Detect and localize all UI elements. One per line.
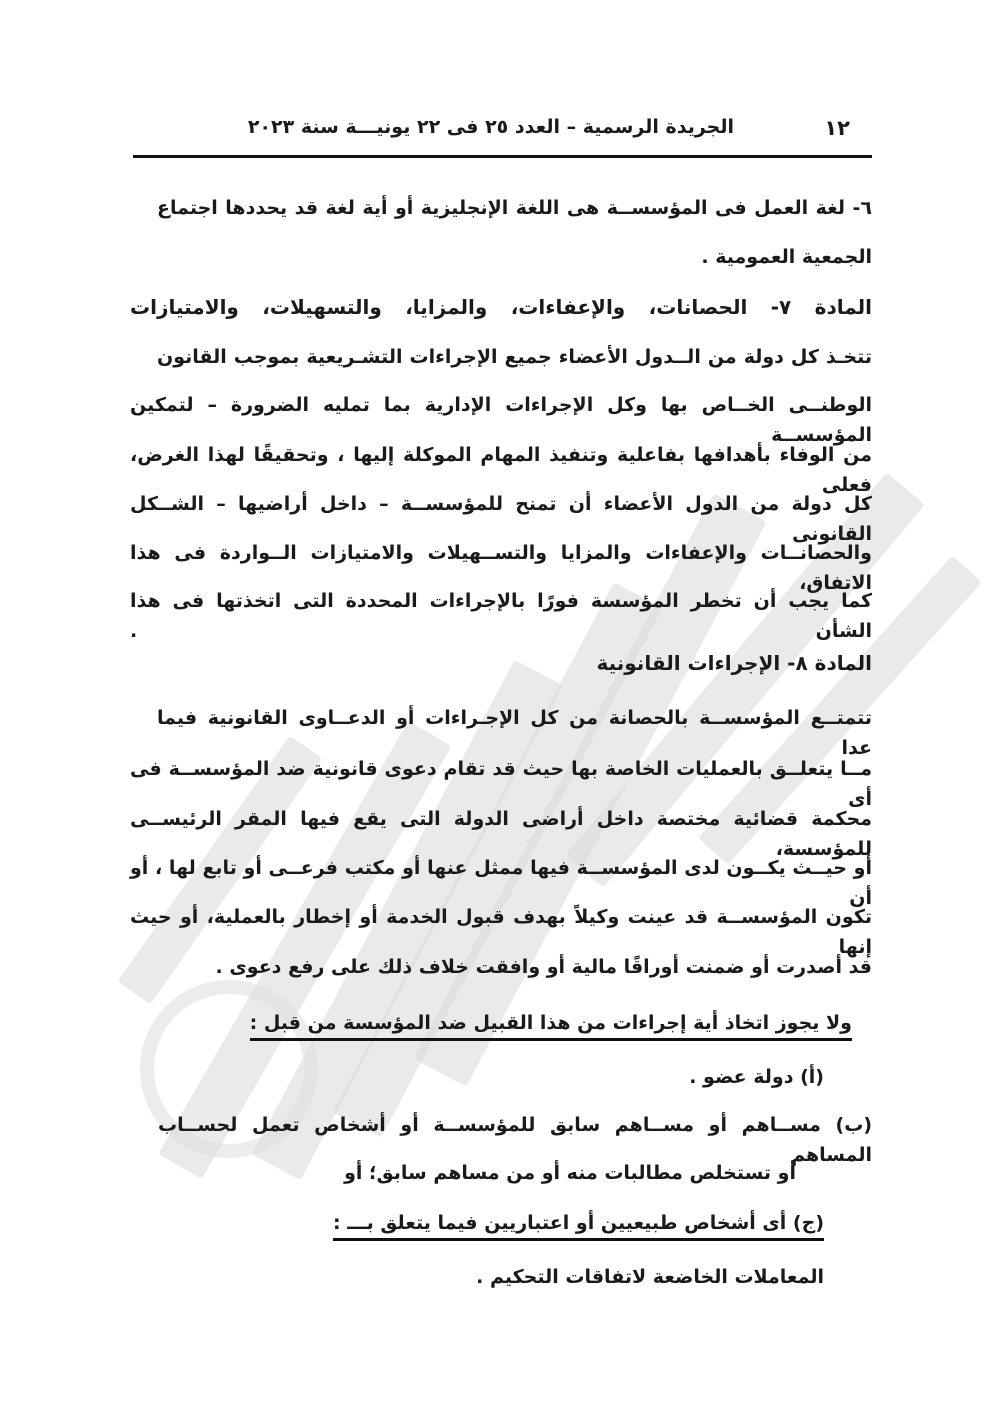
paragraph-line: محكمة قضائية مختصة داخل أراضى الدولة التى يقع فيها المقر الرئيســى للمؤسسة، xyxy=(130,808,872,860)
list-item-a: (أ) دولة عضو . xyxy=(689,1066,824,1088)
paragraph-line: أو حيــث يكــون لدى المؤسســة فيها ممثل عنها أو مكتب فرعــى أو تابع لها ، أو أن xyxy=(130,857,872,909)
paragraph-line: كل دولة من الدول الأعضاء أن تمنح للمؤسســة – داخل أراضيها – الشــكل القانونى xyxy=(130,493,872,545)
list-item-c-continued: المعاملات الخاضعة لاتفاقات التحكيم . xyxy=(476,1266,824,1288)
paragraph-line: تكون المؤسســة قد عينت وكيلاً بهدف قبول الخدمة أو إخطار بالعملية، أو حيث إنها xyxy=(130,906,872,958)
paragraph-line: الوطنــى الخــاص بها وكل الإجراءات الإدارية بما تمليه الضرورة – لتمكين المؤسســة xyxy=(130,394,872,446)
underlined-text: ولا يجوز اتخاذ أية إجراءات من هذا القبيل ضد المؤسسة من قبل : xyxy=(250,1012,852,1041)
paragraph-line xyxy=(250,1008,852,1038)
page-number: ١٢ xyxy=(824,116,850,140)
list-item-b-continued: أو تستخلص مطالبات منه أو من مساهم سابق؛ أو xyxy=(344,1162,796,1184)
article-7-heading: المادة ٧- الحصانات، والإعفاءات، والمزايا، والتسهيلات، والامتيازات xyxy=(130,295,872,319)
list-item-b: (ب) مســاهم أو مســاهم سابق للمؤسســة أو أشخاص تعمل لحســاب المساهم xyxy=(158,1114,872,1166)
gazette-title: الجريدة الرسمية – العدد ٢٥ فى ٢٢ يونيـــة سنة ٢٠٢٣ xyxy=(247,116,734,138)
list-item-c xyxy=(333,1208,824,1238)
paragraph-line: والحصانــات والإعفاءات والمزايا والتســهيلات والامتيازات الــواردة فى هذا الاتفاق، xyxy=(130,542,872,594)
paragraph-line: تتمتــع المؤسســة بالحصانة من كل الإجـراءات أو الدعــاوى القانونية فيما عدا xyxy=(157,707,872,759)
paragraph-line: الجمعية العمومية . xyxy=(701,246,872,268)
paragraph-line: من الوفاء بأهدافها بفاعلية وتنفيذ المهام الموكلة إليها ، وتحقيقًا لهذا الغرض، فعلى xyxy=(130,444,872,496)
underlined-text: (ج) أى أشخاص طبيعيين أو اعتباريين فيما يتعلق بـــ : xyxy=(333,1212,824,1241)
paragraph-line: تتخـذ كل دولة من الــدول الأعضاء جميع الإجراءات التشـريعية بموجب القانون xyxy=(157,346,872,368)
paragraph-line: مــا يتعلــق بالعمليات الخاصة بها حيث قد تقام دعوى قانونية ضد المؤسســة فى أى xyxy=(130,758,872,810)
paragraph-line: ٦- لغة العمل فى المؤسســة هى اللغة الإنجليزية أو أية لغة قد يحددها اجتماع xyxy=(157,197,872,219)
header-rule xyxy=(133,155,872,158)
page-header xyxy=(133,112,872,158)
paragraph-line: كما يجب أن تخطر المؤسسة فورًا بالإجراءات المحددة التى اتخذتها فى هذا الشأن . xyxy=(130,590,872,642)
article-8-heading: المادة ٨- الإجراءات القانونية xyxy=(596,651,872,675)
paragraph-line: قد أصدرت أو ضمنت أوراقًا مالية أو وافقت خلاف ذلك على رفع دعوى . xyxy=(215,956,872,978)
